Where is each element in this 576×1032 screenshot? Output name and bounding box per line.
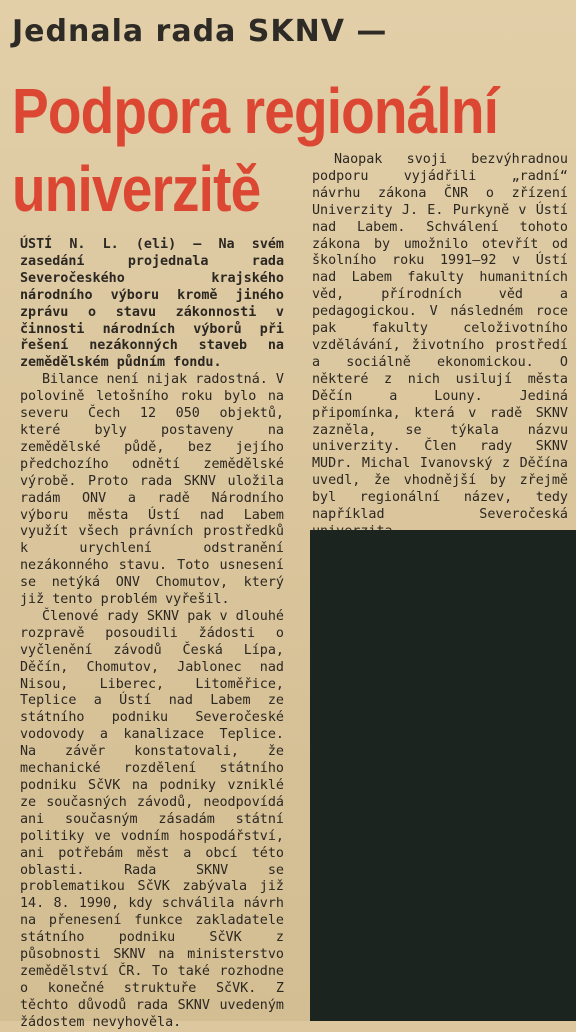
headline-line-1: Podpora regionální xyxy=(12,75,499,147)
article-lead: ÚSTÍ N. L. (eli) — Na svém zasedání projednala rada Severočeského krajského národního výboru kromě jiného zprávu o stavu zákonnosti v činnosti národních výborů při řešení nezákonných staveb na zemědělském půdním fondu. xyxy=(20,237,284,371)
left-column xyxy=(20,237,284,1032)
headline-line-2: univerzitě xyxy=(12,153,261,225)
dark-photo-block xyxy=(310,530,576,1021)
right-column xyxy=(312,152,568,541)
body-paragraph: Naopak svoji bezvýhradnou podporu vyjádřili „radní“ návrhu zákona ČNR o zřízení Univerzity J. E. Purkyně v Ústí nad Labem. Schválení tohoto zákona by umožnilo otevřít od školního roku 1991—92 v Ústí nad Labem fakulty humanitních věd, přírodních věd a pedagogickou. V následném roce pak fakulty celoživotního vzdělávání, životního prostředí a sociálně ekonomickou. O některé z nich usilují města Děčín a Louny. Jediná připomínka, která v radě SKNV zazněla, se týkala názvu univerzity. Člen rady SKNV MUDr. Michal Ivanovský z Děčína uvedl, že vhodnější by zřejmě byl regionální název, tedy například Severočeská xyxy=(312,152,568,523)
body-paragraph: Bilance není nijak radostná. V polovině letošního roku bylo na severu Čech 12 050 objektů, které byly postaveny na zemědělské půdě, bez jejího předchozího odnětí zemědělské výrobě. Proto rada SKNV uložila radám ONV a radě Národního výboru města Ústí nad Labem využít všech právních prostředků k urychlení odstranění nezákonného stavu. Toto usnesení se netýká ONV Chomutov, který již tento problém vyřešil. xyxy=(20,372,284,608)
body-paragraph: Členové rady SKNV pak v dlouhé rozpravě posoudili žádosti o vyčlenění závodů Česká Lípa, Děčín, Chomutov, Jablonec nad Nisou, Liberec, Litoměřice, Teplice a Ústí nad Labem ze státního podniku Severočeské vodovody a kanalizace Teplice. Na závěr konstatovali, že mechanické rozdělení státního podniku SčVK na podniky vzniklé ze současných závodů, neodpovídá ani současným zásadám státní politiky ve vodním hospodářství, ani potřebám měst a obcí této oblasti. Rada SKNV se problematikou SčVK zabývala již 14. 8. 1990, kdy schválila návrh na přenesení funkce zakladatele státního podniku SčVK z působnosti SKNV na ministerstvo zemědělství ČR. To také rozhodne o konečné struktuře SčVK. Z těchto důvodů rada SKNV uvedeným žádostem nevyhověla. xyxy=(20,608,284,1030)
article-kicker: Jednala rada SKNV — xyxy=(12,14,388,49)
